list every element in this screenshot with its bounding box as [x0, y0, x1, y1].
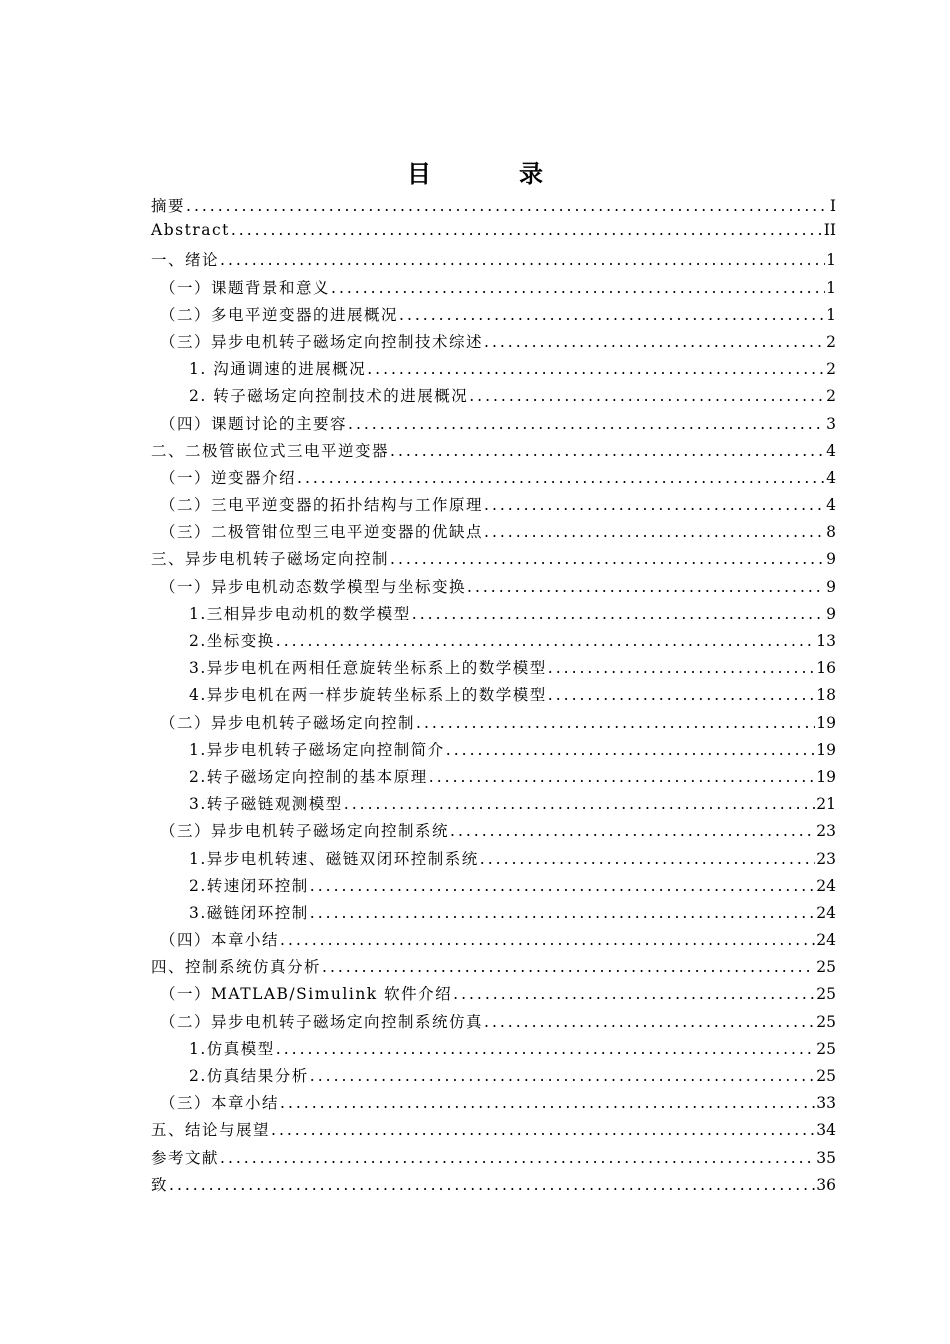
toc-entry[interactable] [151, 629, 836, 656]
toc-entry[interactable] [151, 520, 836, 547]
page-title: 目 录 [407, 160, 575, 188]
toc-entry-page-number: 18 [816, 686, 836, 705]
toc-dot-leader [416, 714, 815, 732]
toc-entry-title: 致 [151, 1175, 169, 1194]
toc-entry[interactable] [151, 901, 836, 928]
toc-entry-page-number: 25 [816, 1067, 836, 1085]
toc-entry-page-number: 35 [816, 1148, 836, 1167]
toc-dot-leader [271, 1121, 815, 1139]
toc-entry-title: 参考文献 [151, 1148, 220, 1167]
toc-dot-leader [344, 795, 815, 813]
toc-entry[interactable] [151, 575, 836, 602]
toc-entry[interactable] [151, 683, 836, 710]
toc-dot-leader [484, 1013, 815, 1031]
toc-dot-leader [399, 306, 825, 324]
toc-entry[interactable] [151, 711, 836, 738]
toc-entry-title: （四）本章小结 [160, 931, 280, 950]
toc-entry[interactable] [151, 276, 836, 303]
toc-entry-page-number: 19 [816, 713, 836, 732]
toc-entry[interactable] [151, 819, 836, 846]
toc-entry-title: 1.异步电机转子磁场定向控制简介 [189, 740, 445, 759]
toc-dot-leader [484, 523, 825, 541]
toc-entry-title: 3.转子磁链观测模型 [189, 795, 343, 814]
toc-entry-title: 四、控制系统仿真分析 [151, 958, 322, 977]
toc-entry-page-number: 25 [816, 985, 836, 1004]
toc-entry-title: Abstract [151, 221, 230, 240]
toc-dot-leader [186, 197, 829, 215]
toc-entry[interactable] [151, 847, 836, 874]
toc-dot-leader [390, 442, 825, 460]
toc-entry-page-number: 4 [826, 441, 836, 460]
toc-dot-leader [484, 333, 825, 351]
toc-entry-title: 2.转速闭环控制 [189, 876, 309, 895]
toc-dot-leader [276, 1040, 815, 1058]
toc-dot-leader [480, 850, 815, 868]
toc-entry[interactable] [151, 1064, 836, 1091]
toc-entry[interactable] [151, 1091, 836, 1118]
toc-dot-leader [280, 931, 815, 949]
toc-entry[interactable] [151, 1010, 836, 1037]
toc-dot-leader [390, 550, 825, 568]
toc-entry[interactable] [151, 738, 836, 765]
toc-dot-leader [412, 605, 825, 623]
toc-entry-title: （三）异步电机转子磁场定向控制技术综述 [160, 332, 484, 351]
toc-entry-title: 2.仿真结果分析 [189, 1067, 309, 1085]
toc-entry-page-number: 24 [816, 876, 836, 895]
toc-dot-leader [310, 904, 815, 922]
toc-dot-leader [310, 1067, 815, 1085]
toc-entry-page-number: 25 [816, 958, 836, 977]
toc-entry-title: （三）二极管钳位型三电平逆变器的优缺点 [160, 523, 484, 542]
toc-entry-title: 2. 转子磁场定向控制技术的进展概况 [189, 387, 469, 406]
toc-dot-leader [331, 279, 825, 297]
toc-entry-page-number: 36 [816, 1175, 836, 1194]
toc-dot-leader [348, 415, 825, 433]
toc-entry-title: 三、异步电机转子磁场定向控制 [151, 550, 390, 569]
toc-entry-page-number: 24 [816, 903, 836, 922]
toc-entry[interactable] [151, 466, 836, 493]
toc-entry[interactable] [151, 547, 836, 574]
toc-entry-page-number: 33 [816, 1094, 836, 1113]
toc-entry-title: 摘要 [151, 197, 186, 215]
toc-entry-title: （二）三电平逆变器的拓扑结构与工作原理 [160, 496, 484, 515]
toc-entry[interactable] [151, 412, 836, 439]
toc-entry-page-number: 23 [816, 822, 836, 841]
toc-entry[interactable] [151, 357, 836, 384]
toc-entry-title: （二）多电平逆变器的进展概况 [160, 305, 399, 324]
toc-entry-title: 一、绪论 [151, 251, 220, 270]
toc-entry-title: 3.磁链闭环控制 [189, 903, 309, 922]
toc-entry-page-number: II [823, 221, 836, 240]
toc-entry-title: 五、结论与展望 [151, 1121, 271, 1140]
toc-entry-page-number: 2 [826, 360, 836, 379]
toc-entry-title: 2.坐标变换 [189, 632, 275, 650]
toc-dot-leader [446, 741, 815, 759]
toc-dot-leader [169, 1176, 815, 1194]
toc-entry-title: （一）逆变器介绍 [160, 468, 297, 487]
toc-entry-page-number: 34 [816, 1121, 836, 1140]
toc-dot-leader [467, 578, 825, 596]
toc-entry-page-number: 13 [816, 632, 836, 650]
toc-entry[interactable] [151, 792, 836, 819]
toc-dot-leader [548, 659, 815, 677]
toc-entry-title: 1.三相异步电动机的数学模型 [189, 604, 411, 623]
toc-entry-page-number: 23 [816, 849, 836, 868]
toc-entry-page-number: 19 [816, 740, 836, 759]
toc-entry[interactable] [151, 439, 836, 466]
toc-entry-title: （四）课题讨论的主要容 [160, 414, 348, 433]
toc-dot-leader [453, 985, 815, 1003]
toc-entry[interactable] [151, 493, 836, 520]
toc-entry-page-number: 3 [826, 414, 836, 433]
toc-entry-title: 2.转子磁场定向控制的基本原理 [189, 767, 428, 786]
toc-entry[interactable] [151, 1173, 836, 1200]
toc-entry-page-number: 9 [826, 550, 836, 569]
toc-entry-page-number: 1 [826, 251, 836, 270]
toc-entry-page-number: 25 [816, 1012, 836, 1031]
toc-dot-leader [484, 496, 825, 514]
toc-entry-page-number: I [829, 197, 836, 215]
toc-entry-page-number: 4 [826, 496, 836, 515]
table-of-contents [151, 194, 836, 1200]
toc-dot-leader [367, 360, 825, 378]
toc-dot-leader [310, 877, 815, 895]
toc-entry[interactable] [151, 955, 836, 982]
toc-dot-leader [429, 768, 815, 786]
toc-entry-title: （二）异步电机转子磁场定向控制 [160, 713, 416, 732]
toc-entry[interactable] [151, 656, 836, 683]
toc-dot-leader [297, 469, 825, 487]
toc-entry-page-number: 4 [826, 468, 836, 487]
toc-entry-page-number: 9 [826, 604, 836, 623]
toc-entry-page-number: 9 [826, 577, 836, 596]
toc-entry-title: 1.异步电机转速、磁链双闭环控制系统 [189, 849, 479, 868]
toc-entry[interactable] [151, 221, 836, 248]
toc-entry[interactable] [151, 1037, 836, 1064]
toc-entry-page-number: 25 [816, 1039, 836, 1058]
toc-entry-title: 1.仿真模型 [189, 1039, 275, 1058]
toc-entry-title: 二、二极管嵌位式三电平逆变器 [151, 441, 390, 460]
toc-entry-title: 3.异步电机在两相任意旋转坐标系上的数学模型 [189, 659, 547, 678]
toc-dot-leader [220, 251, 825, 269]
toc-entry[interactable] [151, 928, 836, 955]
toc-dot-leader [276, 632, 815, 650]
toc-entry-title: （一）课题背景和意义 [160, 278, 331, 297]
toc-entry[interactable] [151, 194, 836, 221]
toc-entry-title: （二）异步电机转子磁场定向控制系统仿真 [160, 1012, 484, 1031]
toc-dot-leader [220, 1149, 815, 1167]
toc-entry[interactable] [151, 982, 836, 1009]
toc-dot-leader [231, 221, 823, 239]
toc-entry-page-number: 16 [816, 659, 836, 678]
toc-dot-leader [469, 387, 825, 405]
toc-dot-leader [548, 686, 815, 704]
toc-entry[interactable] [151, 765, 836, 792]
toc-entry[interactable] [151, 1146, 836, 1173]
toc-entry[interactable] [151, 384, 836, 411]
toc-entry-page-number: 21 [816, 795, 836, 814]
toc-entry-page-number: 1 [826, 305, 836, 324]
toc-entry-page-number: 2 [826, 387, 836, 406]
toc-entry[interactable] [151, 602, 836, 629]
toc-entry-page-number: 2 [826, 332, 836, 351]
toc-entry-page-number: 24 [816, 931, 836, 950]
toc-entry[interactable] [151, 248, 836, 275]
toc-entry-page-number: 1 [826, 278, 836, 297]
toc-dot-leader [322, 958, 815, 976]
toc-dot-leader [450, 822, 815, 840]
toc-entry[interactable] [151, 874, 836, 901]
toc-dot-leader [280, 1094, 815, 1112]
toc-entry[interactable] [151, 330, 836, 357]
toc-entry-title: 1. 沟通调速的进展概况 [189, 360, 367, 379]
toc-entry-title: （一）MATLAB/Simulink 软件介绍 [160, 985, 453, 1004]
toc-entry-page-number: 8 [826, 523, 836, 542]
toc-entry[interactable] [151, 303, 836, 330]
toc-entry-title: 4.异步电机在两一样步旋转坐标系上的数学模型 [189, 686, 547, 705]
toc-entry-title: （三）异步电机转子磁场定向控制系统 [160, 822, 450, 841]
toc-entry[interactable] [151, 1118, 836, 1145]
toc-entry-title: （三）本章小结 [160, 1094, 280, 1113]
toc-entry-page-number: 19 [816, 767, 836, 786]
toc-entry-title: （一）异步电机动态数学模型与坐标变换 [160, 577, 467, 596]
